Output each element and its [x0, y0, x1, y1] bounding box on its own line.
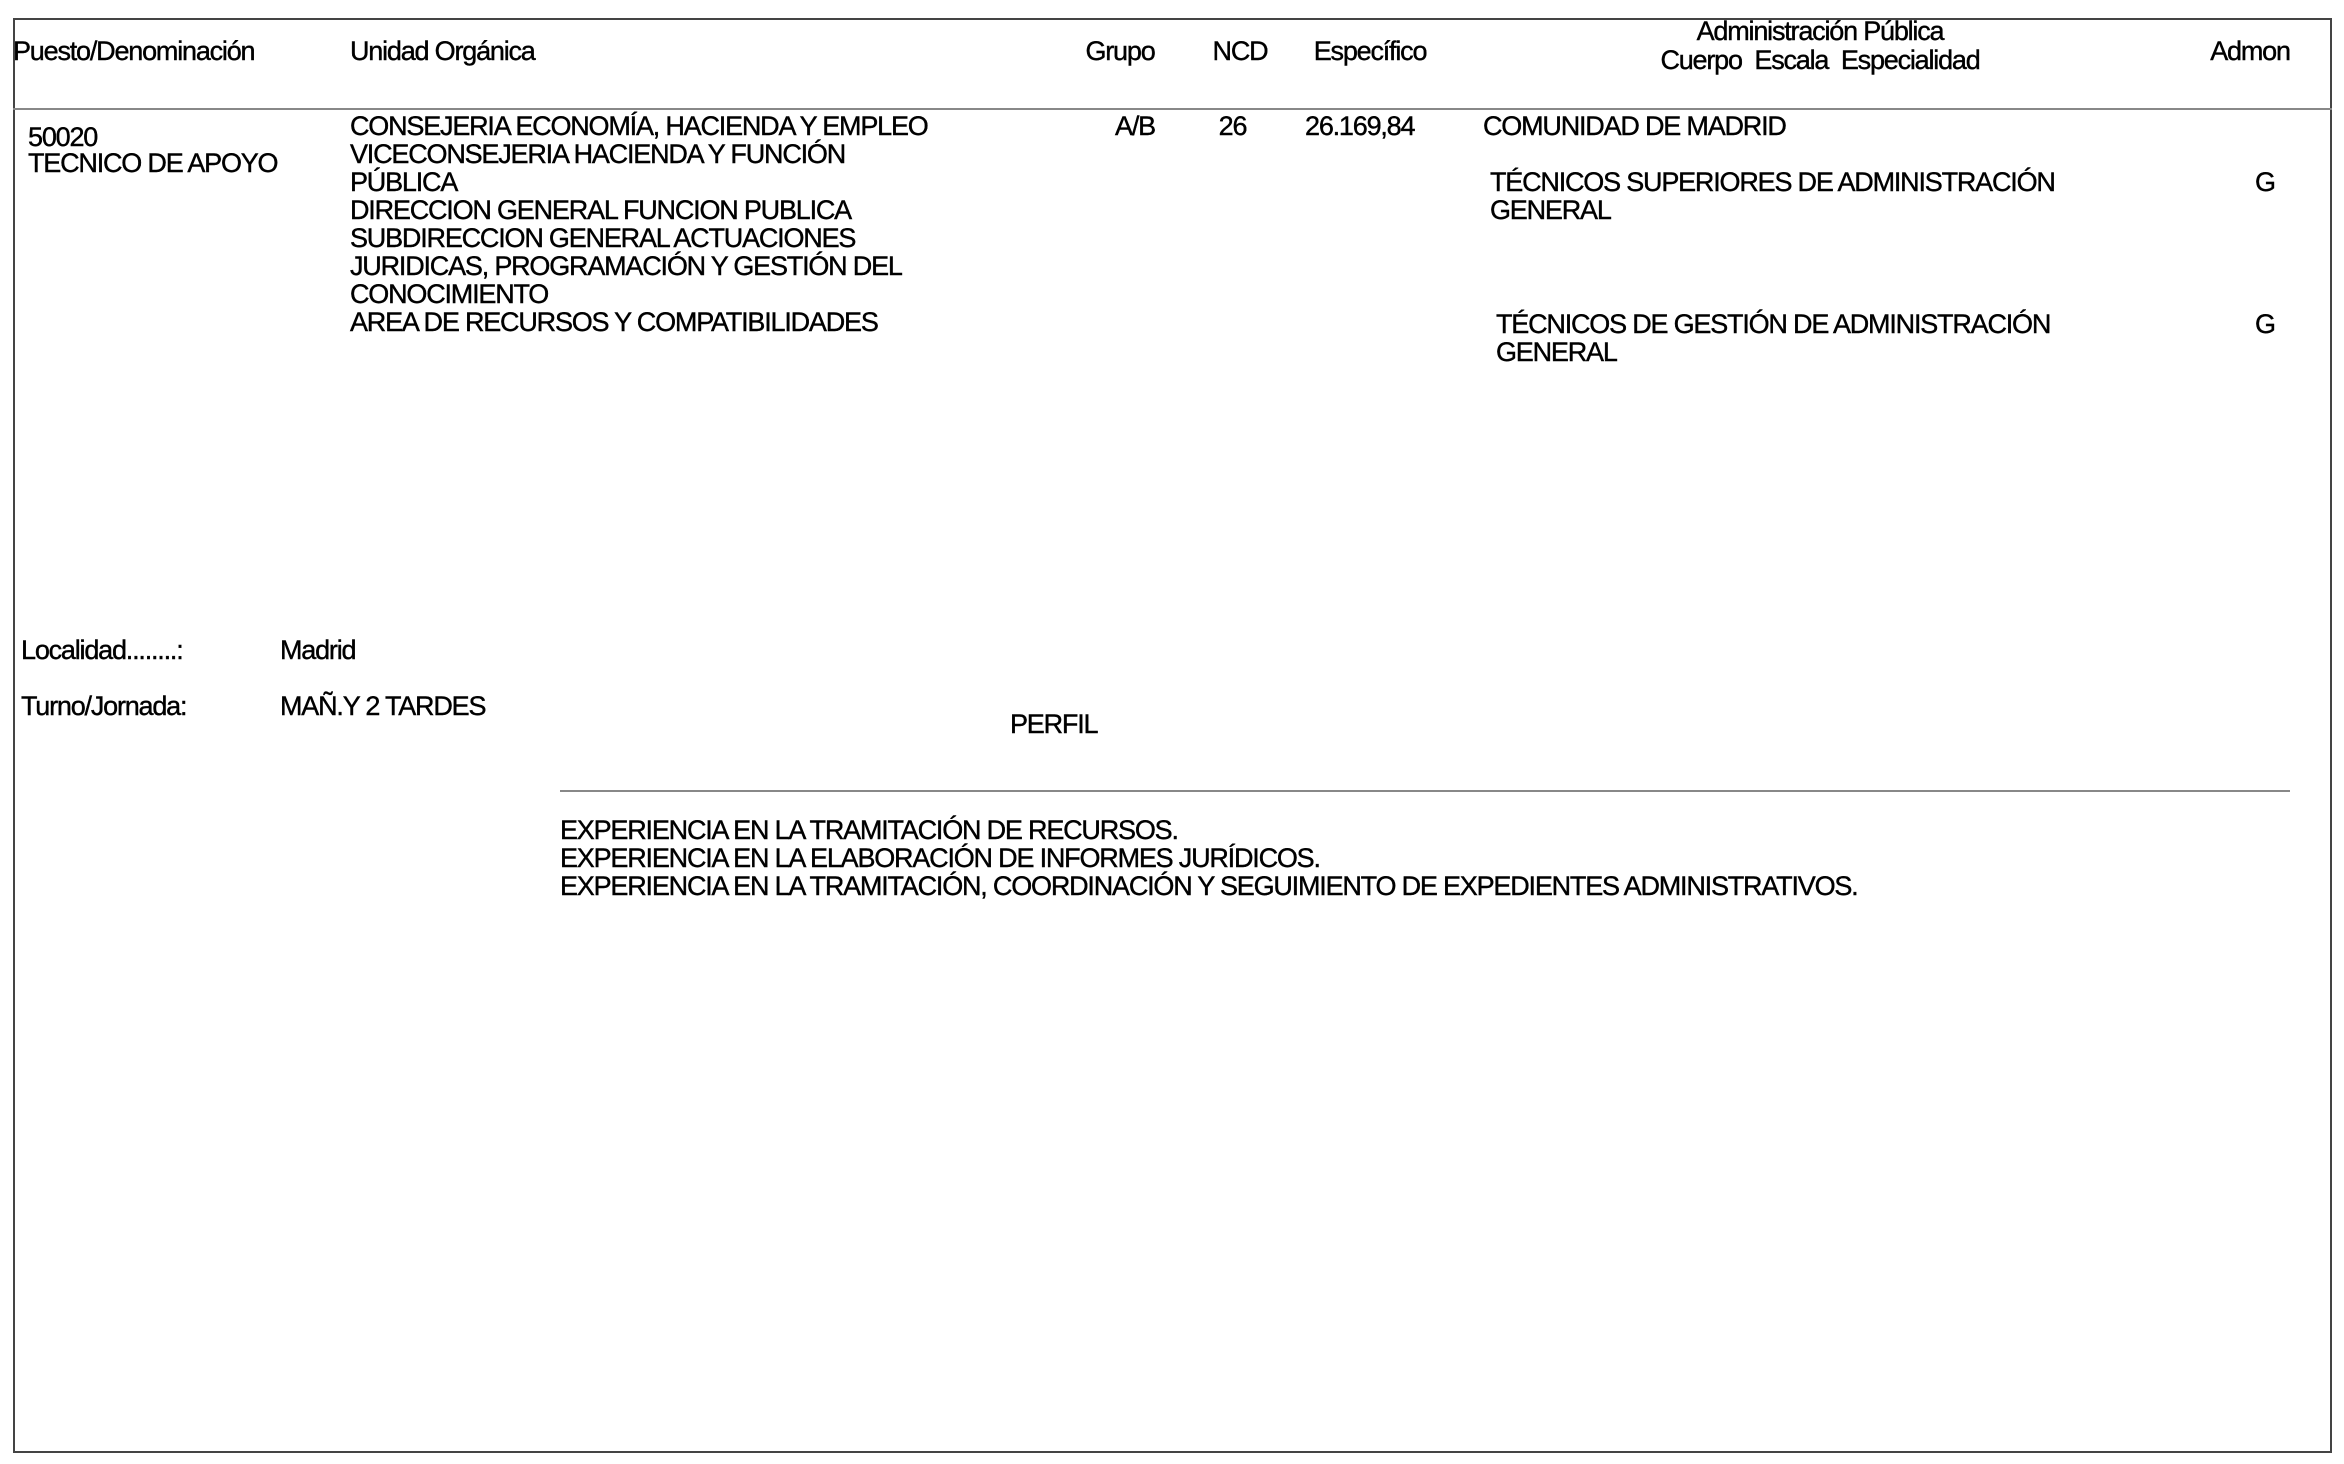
localidad-label: Localidad........: — [21, 635, 183, 665]
unidad-line: DIRECCION GENERAL FUNCION PUBLICA — [350, 195, 851, 225]
grupo-value: A/B — [1115, 111, 1155, 141]
turno-value: MAÑ.Y 2 TARDES — [280, 691, 486, 721]
unidad-line: AREA DE RECURSOS Y COMPATIBILIDADES — [350, 307, 878, 337]
perfil-title: PERFIL — [1010, 709, 1098, 739]
unidad-organica — [350, 112, 928, 336]
header-admon: Admon — [2210, 36, 2290, 66]
cuerpo-2-line1: TÉCNICOS DE GESTIÓN DE ADMINISTRACIÓN — [1496, 309, 2051, 339]
header-divider — [13, 108, 2332, 110]
especifico-value: 26.169,84 — [1305, 111, 1415, 141]
unidad-line: PÚBLICA — [350, 167, 458, 197]
cuerpo-1-line1: TÉCNICOS SUPERIORES DE ADMINISTRACIÓN — [1490, 167, 2055, 197]
unidad-line: CONSEJERIA ECONOMÍA, HACIENDA Y EMPLEO — [350, 111, 928, 141]
unidad-line: VICECONSEJERIA HACIENDA Y FUNCIÓN — [350, 139, 846, 169]
header-especifico: Específico — [1313, 36, 1427, 66]
perfil-line: EXPERIENCIA EN LA TRAMITACIÓN, COORDINACIÓN Y SEGUIMIENTO DE EXPEDIENTES ADMINISTRATIVOS. — [560, 871, 1858, 901]
administracion-value: COMUNIDAD DE MADRID — [1483, 111, 1786, 141]
header-unidad: Unidad Orgánica — [350, 36, 535, 66]
unidad-line: CONOCIMIENTO — [350, 279, 549, 309]
perfil-line: EXPERIENCIA EN LA TRAMITACIÓN DE RECURSOS. — [560, 815, 1178, 845]
turno-label: Turno/Jornada: — [21, 691, 187, 721]
cuerpo-1-admon: G — [2255, 167, 2275, 197]
unidad-line: SUBDIRECCION GENERAL ACTUACIONES — [350, 223, 856, 253]
perfil-divider — [560, 790, 2290, 792]
puesto-codigo: 50020 — [28, 122, 98, 152]
cuerpo-2-admon: G — [2255, 309, 2275, 339]
header-ncd: NCD — [1212, 36, 1268, 66]
localidad-value: Madrid — [280, 635, 356, 665]
header-grupo: Grupo — [1085, 36, 1155, 66]
cuerpo-2-line2: GENERAL — [1496, 337, 1617, 367]
header-cuerpo-escala: Cuerpo Escala Especialidad — [1660, 45, 1980, 75]
ncd-value: 26 — [1218, 111, 1247, 141]
unidad-line: JURIDICAS, PROGRAMACIÓN Y GESTIÓN DEL — [350, 251, 902, 281]
puesto-denominacion: TECNICO DE APOYO — [28, 148, 278, 178]
cuerpo-1-line2: GENERAL — [1490, 195, 1611, 225]
perfil-lines — [560, 816, 1857, 900]
header-admin-publica: Administración Pública — [1696, 16, 1944, 46]
perfil-line: EXPERIENCIA EN LA ELABORACIÓN DE INFORMES JURÍDICOS. — [560, 843, 1320, 873]
header-puesto: Puesto/Denominación — [13, 36, 255, 66]
